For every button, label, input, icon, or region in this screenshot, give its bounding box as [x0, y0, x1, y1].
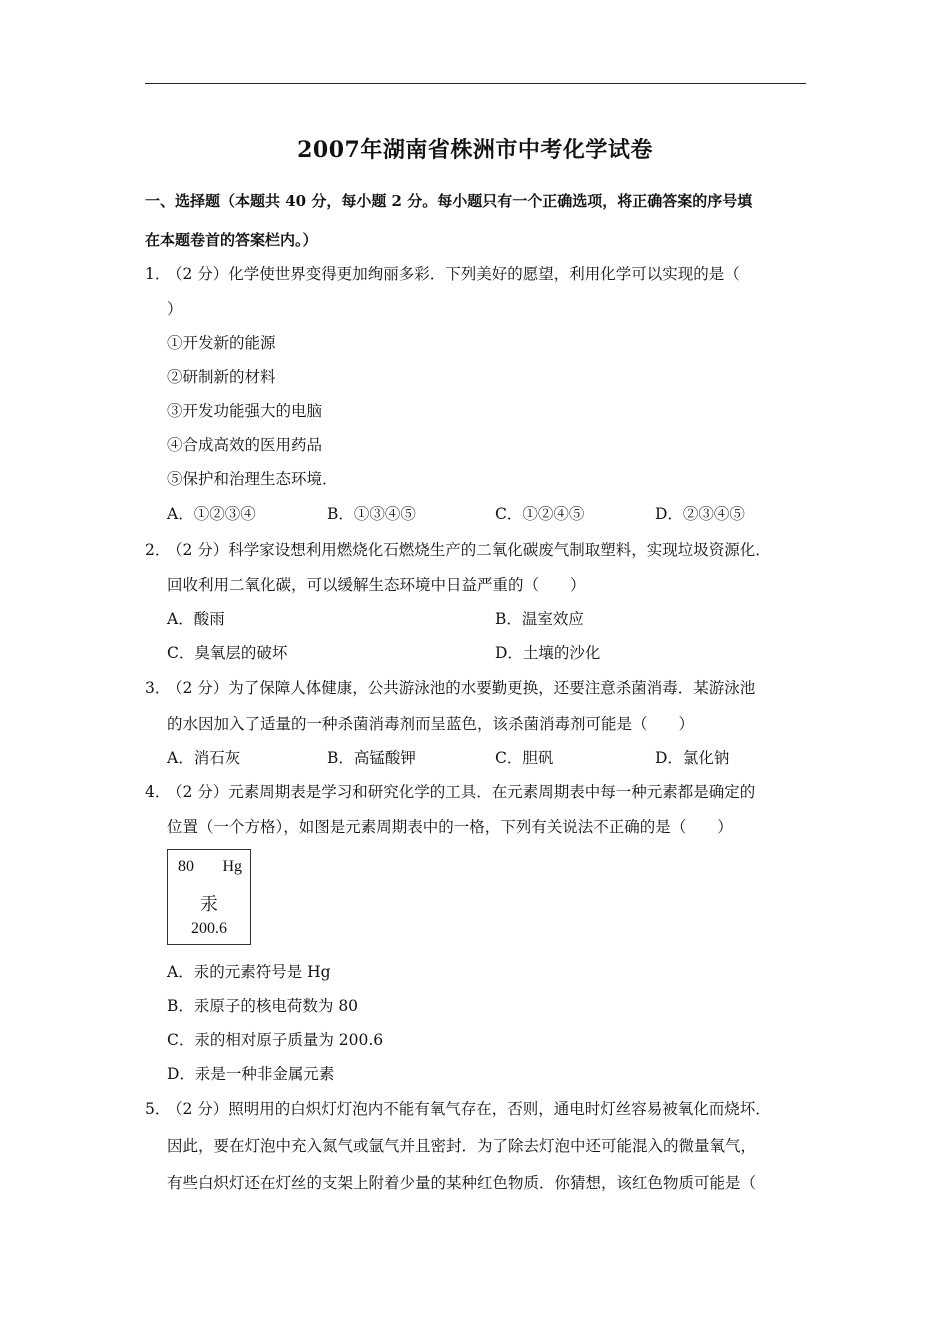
option-c: C．胆矾 [495, 749, 554, 767]
question-text-line3: 有些白炽灯还在灯丝的支架上附着少量的某种红色物质．你猜想，该红色物质可能是（ [167, 1174, 757, 1192]
header-rule [145, 83, 806, 84]
element-name: 汞 [200, 894, 218, 914]
list-item: ⑤保护和治理生态环境． [167, 470, 338, 488]
option-b: B．温室效应 [495, 610, 584, 628]
option-d: D．②③④⑤ [655, 505, 745, 523]
option-d: D．汞是一种非金属元素 [167, 1065, 335, 1083]
list-item: ②研制新的材料 [167, 368, 276, 386]
section-heading-line2: 在本题卷首的答案栏内。） [145, 231, 318, 249]
question-number: 1． [145, 265, 171, 283]
page-title: 2007年湖南省株洲市中考化学试卷 [297, 137, 653, 163]
question-number: 2． [145, 541, 171, 559]
list-item: ③开发功能强大的电脑 [167, 402, 323, 420]
question-number: 3． [145, 679, 171, 697]
list-item: ④合成高效的医用药品 [167, 436, 323, 454]
question-text-line1: （2 分）化学使世界变得更加绚丽多彩．下列美好的愿望，利用化学可以实现的是（ [167, 265, 740, 283]
question-text-line2: 位置（一个方格），如图是元素周期表中的一格，下列有关说法不正确的是（ ） [167, 818, 733, 836]
option-d: D．土壤的沙化 [495, 644, 601, 662]
element-symbol: Hg [222, 858, 242, 875]
element-cell-figure [167, 849, 251, 945]
question-number: 5． [145, 1100, 171, 1118]
question-number: 4． [145, 783, 171, 801]
question-text-line1: （2 分）科学家设想利用燃烧化石燃烧生产的二氧化碳废气制取塑料，实现垃圾资源化． [167, 541, 771, 559]
option-a: A．消石灰 [167, 749, 241, 767]
option-c: C．汞的相对原子质量为 200.6 [167, 1031, 384, 1049]
section-heading-line1: 一、选择题（本题共 40 分，每小题 2 分。每小题只有一个正确选项，将正确答案的序号填 [145, 192, 753, 210]
atomic-mass: 200.6 [191, 920, 227, 937]
atomic-number: 80 [178, 858, 194, 875]
option-c: C．①②④⑤ [495, 505, 585, 523]
question-text-line2: 回收利用二氧化碳，可以缓解生态环境中日益严重的（ ） [167, 576, 586, 594]
option-b: B．汞原子的核电荷数为 80 [167, 997, 359, 1015]
option-a: A．汞的元素符号是 Hg [167, 963, 331, 981]
option-d: D．氯化钠 [655, 749, 730, 767]
option-a: A．酸雨 [167, 610, 225, 628]
option-b: B．高锰酸钾 [327, 749, 416, 767]
option-b: B．①③④⑤ [327, 505, 416, 523]
question-text-line1: （2 分）元素周期表是学习和研究化学的工具．在元素周期表中每一种元素都是确定的 [167, 783, 756, 801]
question-text-line2: 因此，要在灯泡中充入氮气或氩气并且密封．为了除去灯泡中还可能混入的微量氧气， [167, 1137, 757, 1155]
question-text-line2: 的水因加入了适量的一种杀菌消毒剂而呈蓝色，该杀菌消毒剂可能是（ ） [167, 715, 695, 733]
option-a: A．①②③④ [167, 505, 256, 523]
list-item: ①开发新的能源 [167, 334, 276, 352]
question-text-line1: （2 分）照明用的白炽灯灯泡内不能有氧气存在，否则，通电时灯丝容易被氧化而烧坏． [167, 1100, 771, 1118]
option-c: C．臭氧层的破坏 [167, 644, 288, 662]
question-text-line2: ） [167, 300, 183, 318]
question-text-line1: （2 分）为了保障人体健康，公共游泳池的水要勤更换，还要注意杀菌消毒．某游泳池 [167, 679, 756, 697]
